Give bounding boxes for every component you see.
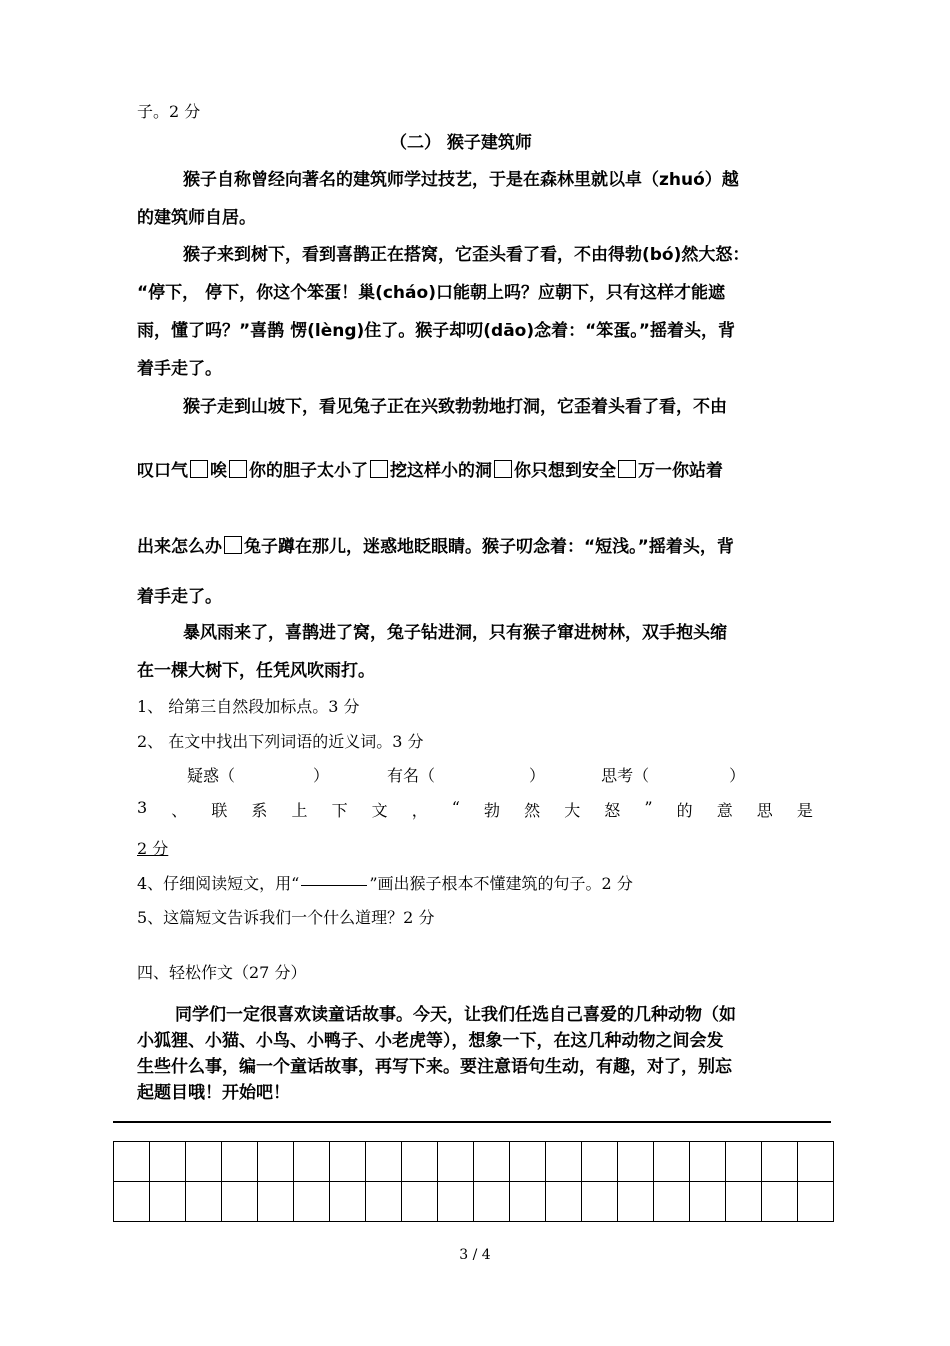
- text-line: 雨，懂了吗？”喜鹊 愣(lèng)住了。猴子却叨(dāo)念着：“笨蛋。”摇着头，背: [137, 321, 735, 341]
- grid-cell[interactable]: [654, 1182, 690, 1222]
- punctuation-blank-box[interactable]: [618, 460, 636, 478]
- top-line: 子。2 分: [137, 102, 201, 121]
- grid-cell[interactable]: [366, 1142, 402, 1182]
- question-1: 1、 给第三自然段加标点。3 分: [137, 697, 360, 716]
- grid-cell[interactable]: [474, 1182, 510, 1222]
- text-line: 的建筑师自居。: [137, 208, 256, 228]
- question-3: 3 、 联 系 上 下 文 ， “ 勃 然 大 怒 ” 的 意 思 是: [137, 798, 813, 820]
- question-2: 2、 在文中找出下列词语的近义词。3 分: [137, 732, 424, 751]
- punctuation-blank-box[interactable]: [224, 536, 242, 554]
- punctuation-blank-box[interactable]: [494, 460, 512, 478]
- grid-cell[interactable]: [258, 1182, 294, 1222]
- question-2-words: 疑惑（ ） 有名（ ） 思考（ ）: [187, 766, 746, 785]
- grid-cell[interactable]: [654, 1142, 690, 1182]
- text-line: 生些什么事，编一个童话故事，再写下来。要注意语句生动，有趣，对了，别忘: [137, 1057, 732, 1077]
- grid-cell[interactable]: [762, 1142, 798, 1182]
- text-line: 猴子来到树下，看到喜鹊正在搭窝，它歪头看了看，不由得勃(bó)然大怒：: [183, 245, 750, 265]
- grid-cell[interactable]: [330, 1182, 366, 1222]
- text-line: 猴子走到山坡下，看见兔子正在兴致勃勃地打洞，它歪着头看了看，不由: [183, 397, 727, 417]
- grid-cell[interactable]: [798, 1182, 834, 1222]
- grid-row: [114, 1182, 834, 1222]
- text-line: 在一棵大树下，任凭风吹雨打。: [137, 661, 375, 681]
- grid-cell[interactable]: [114, 1182, 150, 1222]
- grid-cell[interactable]: [402, 1182, 438, 1222]
- grid-cell[interactable]: [510, 1142, 546, 1182]
- punctuation-blank-box[interactable]: [190, 460, 208, 478]
- punctuation-exercise-line: 叹口气 唉 你的胆子太小了 挖这样小的洞 你只想到安全 万一你站着: [137, 461, 723, 481]
- grid-cell[interactable]: [150, 1182, 186, 1222]
- question-4: 4、仔细阅读短文，用“ ”画出猴子根本不懂建筑的句子。2 分: [137, 874, 633, 893]
- grid-cell[interactable]: [546, 1142, 582, 1182]
- grid-cell[interactable]: [222, 1182, 258, 1222]
- underline-sample: [301, 885, 367, 886]
- question-3-score: 2 分: [137, 839, 169, 858]
- grid-cell[interactable]: [726, 1142, 762, 1182]
- grid-cell[interactable]: [618, 1182, 654, 1222]
- grid-cell[interactable]: [510, 1182, 546, 1222]
- grid-row: [114, 1142, 834, 1182]
- grid-cell[interactable]: [186, 1142, 222, 1182]
- grid-cell[interactable]: [762, 1182, 798, 1222]
- question-5: 5、这篇短文告诉我们一个什么道理？2 分: [137, 908, 435, 927]
- grid-cell[interactable]: [618, 1142, 654, 1182]
- text-line: 小狐狸、小猫、小鸟、小鸭子、小老虎等），想象一下，在这几种动物之间会发: [137, 1031, 724, 1051]
- composition-heading: 四、轻松作文（27 分）: [137, 963, 307, 982]
- punctuation-blank-box[interactable]: [370, 460, 388, 478]
- text-line: “停下， 停下，你这个笨蛋！巢(cháo)口能朝上吗？应朝下，只有这样才能遮: [137, 283, 725, 303]
- grid-cell[interactable]: [150, 1142, 186, 1182]
- text-line: 暴风雨来了，喜鹊进了窝，兔子钻进洞，只有猴子窜进树林，双手抱头缩: [183, 623, 727, 643]
- grid-cell[interactable]: [438, 1142, 474, 1182]
- composition-grid[interactable]: [113, 1141, 834, 1222]
- grid-cell[interactable]: [438, 1182, 474, 1222]
- text-line: 起题目哦！开始吧！: [137, 1083, 290, 1103]
- grid-cell[interactable]: [366, 1182, 402, 1222]
- section-title: （二） 猴子建筑师: [390, 133, 532, 153]
- grid-cell[interactable]: [294, 1142, 330, 1182]
- punctuation-blank-box[interactable]: [229, 460, 247, 478]
- grid-cell[interactable]: [294, 1182, 330, 1222]
- punctuation-exercise-line: 出来怎么办 兔子蹲在那儿，迷惑地眨眼睛。猴子叨念着：“短浅。”摇着头，背: [137, 537, 734, 557]
- divider-line: [113, 1121, 831, 1123]
- text-line: 猴子自称曾经向著名的建筑师学过技艺，于是在森林里就以卓（zhuó）越: [183, 170, 739, 190]
- text-line: 同学们一定很喜欢读童话故事。今天，让我们任选自己喜爱的几种动物（如: [175, 1005, 736, 1025]
- grid-cell[interactable]: [114, 1142, 150, 1182]
- grid-cell[interactable]: [798, 1142, 834, 1182]
- grid-cell[interactable]: [402, 1142, 438, 1182]
- grid-cell[interactable]: [474, 1142, 510, 1182]
- grid-cell[interactable]: [690, 1182, 726, 1222]
- grid-cell[interactable]: [546, 1182, 582, 1222]
- grid-cell[interactable]: [222, 1142, 258, 1182]
- grid-cell[interactable]: [690, 1142, 726, 1182]
- grid-cell[interactable]: [582, 1142, 618, 1182]
- grid-cell[interactable]: [582, 1182, 618, 1222]
- text-line: 着手走了。: [137, 359, 222, 379]
- grid-cell[interactable]: [258, 1142, 294, 1182]
- grid-cell[interactable]: [186, 1182, 222, 1222]
- grid-cell[interactable]: [330, 1142, 366, 1182]
- text-line: 着手走了。: [137, 587, 222, 607]
- page-number: 3 / 4: [459, 1247, 491, 1263]
- grid-cell[interactable]: [726, 1182, 762, 1222]
